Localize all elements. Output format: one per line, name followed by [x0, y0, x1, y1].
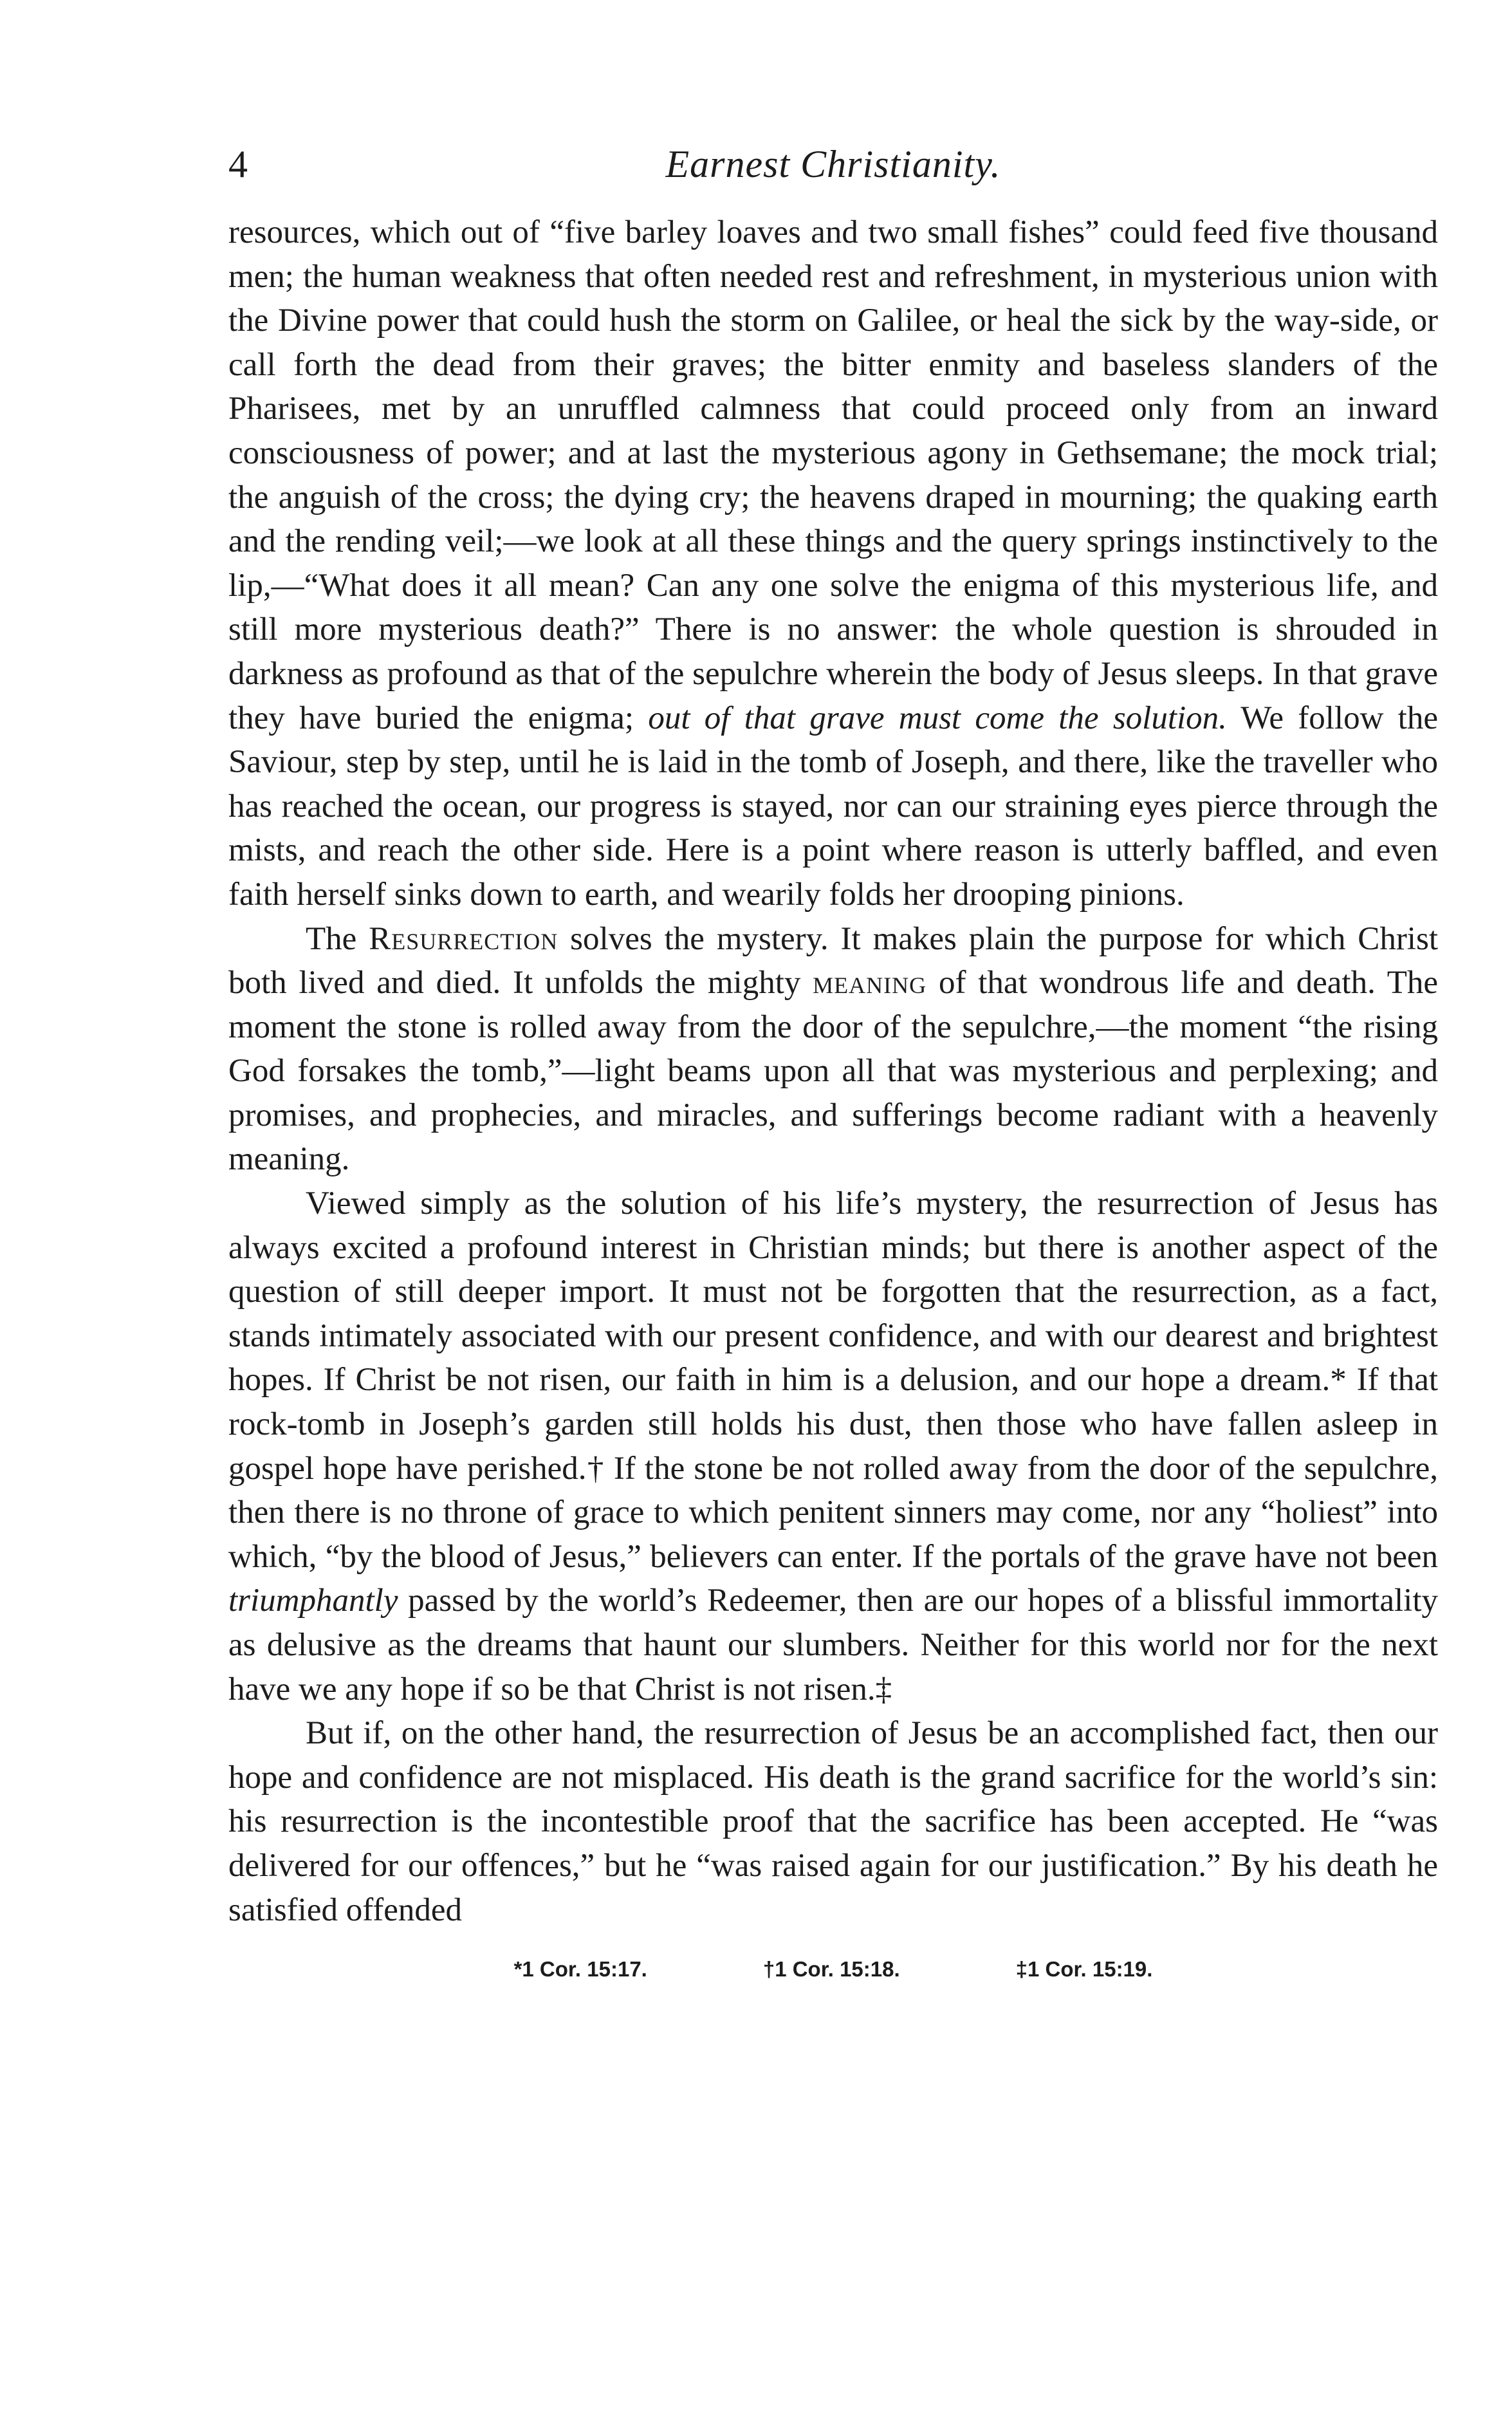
- paragraph-1-text-after: We follow the Saviour, step by step, until he is laid in the tomb of Joseph, and there, like the traveller who has reached the ocean, our progress is stayed, nor can our straining eyes pierce through the mists, and reach the other side. Here is a point where reason is utterly baffled, and even faith herself sinks down to earth, and wearily folds her drooping pinions.: [228, 700, 1438, 913]
- paragraph-3-text-after: passed by the world’s Redeemer, then are our hopes of a blissful immortality as delusive as the dreams that haunt our slumbers. Neither for this world nor for the next have we any hope if so be that Christ is not risen.‡: [228, 1583, 1438, 1707]
- book-page: [228, 138, 1438, 1984]
- footnote-2: †1 Cor. 15:18.: [762, 1957, 900, 1982]
- paragraph-2-middle: solves the mystery. It makes plain the purpose for which Christ both lived and died. It unfolds the mighty: [228, 920, 1438, 1001]
- running-head: [228, 138, 1438, 196]
- paragraph-2-after: of that wondrous life and death. The moment the stone is rolled away from the door of the sepulchre,—the moment “the rising God forsakes the tomb,”—light beams upon all that was mysterious and perplexing; and promises, and prophecies, and miracles, and sufferings become radiant with a heavenly meaning.: [228, 965, 1438, 1178]
- paragraph-2-smallcaps-meaning: meaning: [813, 965, 927, 1001]
- paragraph-3-text: Viewed simply as the solution of his life’s mystery, the resurrection of Jesus has always excited a profound interest in Christian minds; but there is another aspect of the question of still deeper import. It must not be forgotten that the resurrection, as a fact, stands intimately associated with our present confidence, and with our dearest and brightest hopes. If Christ be not risen, our faith in him is a delusion, and our hope a dream.* If that rock-tomb in Joseph’s garden still holds his dust, then those who have fallen asleep in gospel hope have perished.† If the stone be not rolled away from the door of the sepulchre, then there is no throne of grace to which penitent sinners may come, nor any “holiest” into which, “by the blood of Jesus,” believers can enter. If the portals of the grave have not been: [228, 1185, 1438, 1575]
- paragraph-2-smallcaps-resurrection: Resurrection: [369, 920, 558, 957]
- paragraph-4: [228, 1711, 1438, 1932]
- footnotes: [228, 1955, 1438, 1984]
- paragraph-1-text: resources, which out of “five barley loaves and two small fishes” could feed five thousand men; the human weakness that often needed rest and refreshment, in mysterious union with the Divine power that could hush the storm on Galilee, or heal the sick by the way-side, or call forth the dead from their graves; the bitter enmity and baseless slanders of the Pharisees, met by an unruffled calmness that could proceed only from an inward consciousness of power; and at last the mysterious agony in Gethsemane; the mock trial; the anguish of the cross; the dying cry; the heavens draped in mourning; the quaking earth and the rending veil;—we look at all these things and the query springs instinctively to the lip,—“What does it all mean? Can any one solve the enigma of this mysterious life, and still more mysterious death?” There is no answer: the whole question is shrouded in darkness as profound as that of the sepulchre wherein the body of Jesus sleeps. In that grave they have buried the enigma;: [228, 214, 1438, 736]
- body-text: [228, 210, 1438, 1932]
- page-number: 4: [228, 143, 248, 185]
- paragraph-2-before: The: [306, 920, 369, 957]
- running-title: Earnest Christianity.: [665, 143, 1001, 185]
- paragraph-4-text: But if, on the other hand, the resurrection of Jesus be an accomplished fact, then our hope and confidence are not misplaced. His death is the grand sacrifice for the world’s sin: his resurrection is the incontestible proof that the sacrifice has been accepted. He “was delivered for our offences,” but he “was raised again for our justification.” By his death he satisfied offended: [228, 1715, 1438, 1928]
- paragraph-3-italic: triumphantly: [228, 1583, 398, 1619]
- paragraph-1-italic: out of that grave must come the solution.: [648, 700, 1227, 736]
- paragraph-2: [228, 917, 1438, 1182]
- footnote-3: ‡1 Cor. 15:19.: [1015, 1957, 1153, 1982]
- footnote-1: *1 Cor. 15:17.: [513, 1957, 647, 1982]
- paragraph-1: [228, 210, 1438, 917]
- paragraph-3: [228, 1182, 1438, 1711]
